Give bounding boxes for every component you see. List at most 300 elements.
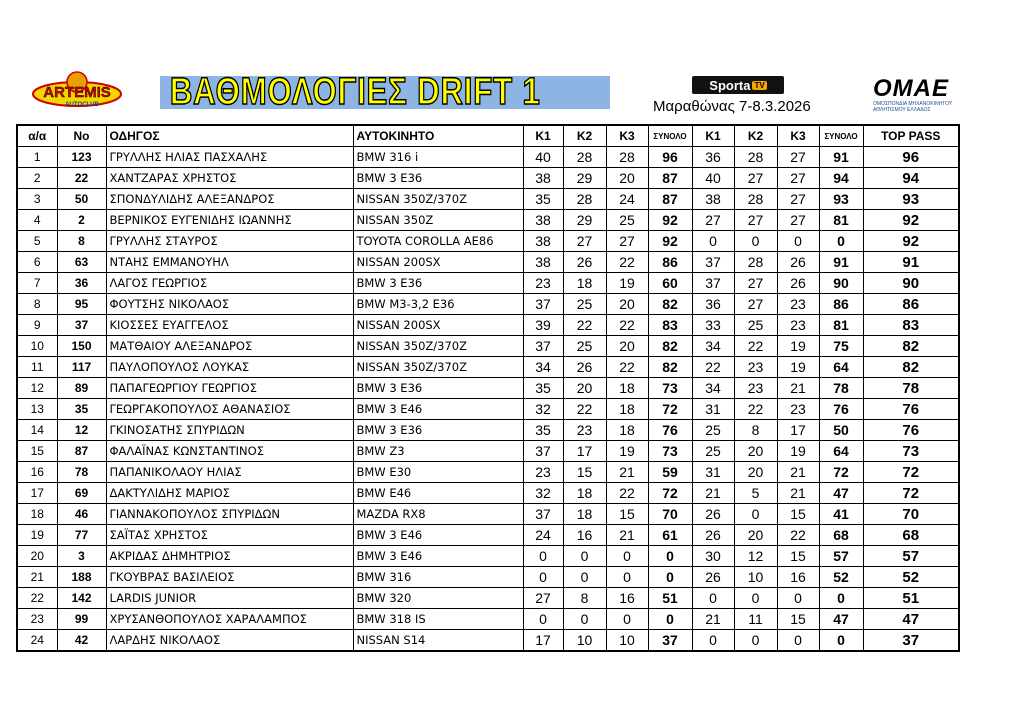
table-row [17, 168, 959, 189]
cell-car: BMW 3 E46 [353, 399, 523, 420]
cell-car: NISSAN 350Z/370Z [353, 336, 523, 357]
cell-total: 87 [648, 189, 692, 210]
cell-k1b: 36 [692, 147, 734, 168]
cell-total2: 50 [819, 420, 863, 441]
cell-no: 188 [57, 567, 106, 588]
table-row [17, 231, 959, 252]
col-header-car: ΑΥΤΟΚΙΝΗΤΟ [353, 125, 523, 147]
table-row [17, 504, 959, 525]
cell-k3: 22 [606, 252, 648, 273]
cell-car: TOYOTA COROLLA AE86 [353, 231, 523, 252]
cell-no: 89 [57, 378, 106, 399]
cell-k1b: 25 [692, 420, 734, 441]
cell-top-pass: 90 [863, 273, 959, 294]
cell-driver: ΛΑΓΟΣ ΓΕΩΡΓΙΟΣ [106, 273, 353, 294]
cell-car: NISSAN 200SX [353, 315, 523, 336]
table-row [17, 336, 959, 357]
cell-k2: 18 [563, 273, 606, 294]
cell-total: 60 [648, 273, 692, 294]
cell-k2b: 0 [734, 504, 777, 525]
cell-top-pass: 70 [863, 504, 959, 525]
cell-k3: 15 [606, 504, 648, 525]
cell-top-pass: 78 [863, 378, 959, 399]
cell-k2: 28 [563, 147, 606, 168]
cell-car: BMW 3 E36 [353, 273, 523, 294]
cell-driver: ΑΚΡΙΔΑΣ ΔΗΜΗΤΡΙΟΣ [106, 546, 353, 567]
cell-k1b: 34 [692, 378, 734, 399]
cell-k1: 27 [523, 588, 563, 609]
cell-pos: 20 [17, 546, 57, 567]
cell-top-pass: 57 [863, 546, 959, 567]
cell-total2: 0 [819, 231, 863, 252]
cell-pos: 15 [17, 441, 57, 462]
cell-k3b: 23 [777, 294, 819, 315]
cell-no: 117 [57, 357, 106, 378]
cell-k2b: 25 [734, 315, 777, 336]
cell-k1b: 37 [692, 252, 734, 273]
cell-k2b: 0 [734, 588, 777, 609]
cell-no: 8 [57, 231, 106, 252]
cell-k3: 18 [606, 420, 648, 441]
cell-k2b: 28 [734, 147, 777, 168]
col-header-k1b: K1 [692, 125, 734, 147]
cell-k2b: 20 [734, 441, 777, 462]
cell-k2: 27 [563, 231, 606, 252]
cell-k3: 10 [606, 630, 648, 652]
cell-k1b: 36 [692, 294, 734, 315]
cell-pos: 3 [17, 189, 57, 210]
col-header-total2: ΣΥΝΟΛΟ [819, 125, 863, 147]
cell-k2b: 5 [734, 483, 777, 504]
cell-k2b: 23 [734, 357, 777, 378]
cell-k2b: 28 [734, 189, 777, 210]
cell-pos: 17 [17, 483, 57, 504]
cell-total2: 81 [819, 210, 863, 231]
cell-total2: 91 [819, 147, 863, 168]
table-row [17, 189, 959, 210]
cell-pos: 12 [17, 378, 57, 399]
cell-k2: 29 [563, 210, 606, 231]
cell-k2b: 0 [734, 231, 777, 252]
cell-k2: 17 [563, 441, 606, 462]
cell-k2b: 27 [734, 168, 777, 189]
cell-k2: 26 [563, 252, 606, 273]
cell-top-pass: 94 [863, 168, 959, 189]
cell-k3b: 0 [777, 588, 819, 609]
table-row [17, 588, 959, 609]
cell-total2: 90 [819, 273, 863, 294]
cell-k3b: 21 [777, 483, 819, 504]
cell-total: 87 [648, 168, 692, 189]
results-table [16, 124, 960, 652]
col-header-k2b: K2 [734, 125, 777, 147]
cell-total: 83 [648, 315, 692, 336]
cell-k3b: 19 [777, 336, 819, 357]
omae-logo-sub1: ΟΜΟΣΠΟΝΔΙΑ ΜΗΧΑΝΟΚΙΝΗΤΟΥ [873, 101, 953, 107]
cell-k3b: 23 [777, 399, 819, 420]
cell-total2: 75 [819, 336, 863, 357]
cell-k2: 0 [563, 546, 606, 567]
cell-k3: 19 [606, 273, 648, 294]
cell-k2: 22 [563, 315, 606, 336]
cell-k2: 20 [563, 378, 606, 399]
cell-total2: 0 [819, 630, 863, 652]
cell-k1b: 26 [692, 567, 734, 588]
cell-k1b: 40 [692, 168, 734, 189]
cell-k3b: 23 [777, 315, 819, 336]
cell-total2: 81 [819, 315, 863, 336]
cell-k1: 39 [523, 315, 563, 336]
cell-driver: ΣΑΪΤΑΣ ΧΡΗΣΤΟΣ [106, 525, 353, 546]
cell-no: 77 [57, 525, 106, 546]
cell-driver: ΣΠΟΝΔΥΛΙΔΗΣ ΑΛΕΞΑΝΔΡΟΣ [106, 189, 353, 210]
cell-k2b: 22 [734, 336, 777, 357]
cell-k2: 18 [563, 483, 606, 504]
cell-top-pass: 93 [863, 189, 959, 210]
cell-pos: 13 [17, 399, 57, 420]
cell-no: 3 [57, 546, 106, 567]
cell-pos: 5 [17, 231, 57, 252]
cell-k2: 29 [563, 168, 606, 189]
cell-top-pass: 73 [863, 441, 959, 462]
cell-k1: 37 [523, 441, 563, 462]
table-row [17, 546, 959, 567]
cell-driver: ΒΕΡΝΙΚΟΣ ΕΥΓΕΝΙΔΗΣ ΙΩΑΝΝΗΣ [106, 210, 353, 231]
sporta-tv-logo [692, 76, 784, 94]
cell-total2: 72 [819, 462, 863, 483]
cell-k2b: 28 [734, 252, 777, 273]
cell-k1b: 38 [692, 189, 734, 210]
cell-total: 73 [648, 441, 692, 462]
cell-no: 37 [57, 315, 106, 336]
cell-total2: 0 [819, 588, 863, 609]
cell-no: 78 [57, 462, 106, 483]
cell-k1: 38 [523, 210, 563, 231]
cell-pos: 23 [17, 609, 57, 630]
sporta-logo-text: Sporta [709, 77, 751, 93]
cell-car: NISSAN 350Z/370Z [353, 189, 523, 210]
cell-top-pass: 72 [863, 483, 959, 504]
cell-total: 72 [648, 399, 692, 420]
table-row [17, 525, 959, 546]
table-row [17, 294, 959, 315]
cell-k2: 16 [563, 525, 606, 546]
table-row [17, 399, 959, 420]
cell-k1: 24 [523, 525, 563, 546]
cell-total: 82 [648, 357, 692, 378]
artemis-logo-text: ARTEMIS [43, 84, 111, 101]
cell-total: 82 [648, 294, 692, 315]
cell-car: BMW 320 [353, 588, 523, 609]
cell-no: 46 [57, 504, 106, 525]
table-row [17, 210, 959, 231]
cell-total2: 52 [819, 567, 863, 588]
cell-no: 99 [57, 609, 106, 630]
cell-k3: 25 [606, 210, 648, 231]
cell-k1: 38 [523, 231, 563, 252]
cell-pos: 10 [17, 336, 57, 357]
cell-k3: 18 [606, 399, 648, 420]
venue-date: Μαραθώνας 7-8.3.2026 [653, 98, 811, 115]
cell-no: 36 [57, 273, 106, 294]
cell-pos: 21 [17, 567, 57, 588]
cell-k2: 23 [563, 420, 606, 441]
cell-k1b: 0 [692, 588, 734, 609]
cell-k3: 22 [606, 483, 648, 504]
cell-no: 63 [57, 252, 106, 273]
cell-k2b: 27 [734, 273, 777, 294]
cell-k2: 8 [563, 588, 606, 609]
cell-no: 95 [57, 294, 106, 315]
cell-k1: 40 [523, 147, 563, 168]
cell-k3b: 26 [777, 252, 819, 273]
cell-k3: 21 [606, 525, 648, 546]
table-row [17, 462, 959, 483]
cell-k1b: 31 [692, 399, 734, 420]
cell-pos: 16 [17, 462, 57, 483]
cell-car: NISSAN 200SX [353, 252, 523, 273]
cell-k2b: 10 [734, 567, 777, 588]
cell-total: 70 [648, 504, 692, 525]
cell-k1: 23 [523, 273, 563, 294]
cell-k3b: 0 [777, 630, 819, 652]
cell-total: 82 [648, 336, 692, 357]
cell-car: BMW 3 E36 [353, 420, 523, 441]
cell-k1b: 26 [692, 504, 734, 525]
cell-driver: ΓΚΙΝΟΣΑΤΗΣ ΣΠΥΡΙΔΩΝ [106, 420, 353, 441]
cell-k1: 37 [523, 294, 563, 315]
cell-k1: 37 [523, 336, 563, 357]
cell-k1b: 0 [692, 630, 734, 652]
cell-pos: 8 [17, 294, 57, 315]
cell-total2: 57 [819, 546, 863, 567]
cell-k1: 37 [523, 504, 563, 525]
cell-driver: ΠΑΥΛΟΠΟΥΛΟΣ ΛΟΥΚΑΣ [106, 357, 353, 378]
cell-no: 2 [57, 210, 106, 231]
cell-pos: 7 [17, 273, 57, 294]
cell-top-pass: 82 [863, 357, 959, 378]
cell-k3: 24 [606, 189, 648, 210]
cell-top-pass: 76 [863, 420, 959, 441]
cell-k1b: 31 [692, 462, 734, 483]
cell-k1: 32 [523, 399, 563, 420]
cell-k3b: 21 [777, 462, 819, 483]
cell-k3: 0 [606, 609, 648, 630]
cell-k1: 17 [523, 630, 563, 652]
cell-total: 37 [648, 630, 692, 652]
table-row [17, 567, 959, 588]
cell-k3b: 26 [777, 273, 819, 294]
col-header-pos: α/α [17, 125, 57, 147]
cell-k3: 16 [606, 588, 648, 609]
cell-k3b: 15 [777, 546, 819, 567]
col-header-k1: K1 [523, 125, 563, 147]
cell-k3: 22 [606, 315, 648, 336]
cell-k1: 35 [523, 420, 563, 441]
cell-k2b: 12 [734, 546, 777, 567]
table-row [17, 357, 959, 378]
cell-pos: 18 [17, 504, 57, 525]
table-row [17, 252, 959, 273]
cell-car: BMW M3-3,2 E36 [353, 294, 523, 315]
cell-top-pass: 72 [863, 462, 959, 483]
cell-k3: 18 [606, 378, 648, 399]
cell-k2: 15 [563, 462, 606, 483]
cell-k2b: 23 [734, 378, 777, 399]
cell-car: BMW 316 [353, 567, 523, 588]
cell-k3b: 17 [777, 420, 819, 441]
cell-k1: 0 [523, 609, 563, 630]
cell-k3b: 27 [777, 210, 819, 231]
cell-car: BMW E30 [353, 462, 523, 483]
cell-driver: ΧΑΝΤΖΑΡΑΣ ΧΡΗΣΤΟΣ [106, 168, 353, 189]
cell-top-pass: 92 [863, 231, 959, 252]
col-header-top-pass: TOP PASS [863, 125, 959, 147]
cell-driver: ΓΚΟΥΒΡΑΣ ΒΑΣΙΛΕΙΟΣ [106, 567, 353, 588]
cell-total: 86 [648, 252, 692, 273]
artemis-logo-sub: AUTOCLUB [65, 102, 99, 108]
cell-k3: 20 [606, 294, 648, 315]
cell-car: BMW 3 E36 [353, 378, 523, 399]
cell-driver: ΓΡΥΛΛΗΣ ΣΤΑΥΡΟΣ [106, 231, 353, 252]
col-header-no: No [57, 125, 106, 147]
cell-k3: 27 [606, 231, 648, 252]
cell-total2: 68 [819, 525, 863, 546]
cell-top-pass: 86 [863, 294, 959, 315]
cell-k2: 22 [563, 399, 606, 420]
cell-k3b: 15 [777, 504, 819, 525]
table-row [17, 147, 959, 168]
cell-car: BMW 318 IS [353, 609, 523, 630]
cell-car: BMW 3 E36 [353, 168, 523, 189]
cell-k2b: 27 [734, 294, 777, 315]
cell-k1b: 33 [692, 315, 734, 336]
cell-driver: ΓΙΑΝΝΑΚΟΠΟΥΛΟΣ ΣΠΥΡΙΔΩΝ [106, 504, 353, 525]
cell-k1b: 0 [692, 231, 734, 252]
cell-k2b: 8 [734, 420, 777, 441]
cell-k1: 38 [523, 168, 563, 189]
cell-total: 73 [648, 378, 692, 399]
table-row [17, 630, 959, 652]
cell-k3: 0 [606, 546, 648, 567]
cell-k2: 26 [563, 357, 606, 378]
cell-total2: 94 [819, 168, 863, 189]
cell-no: 42 [57, 630, 106, 652]
cell-k2: 25 [563, 336, 606, 357]
cell-k2b: 20 [734, 525, 777, 546]
cell-driver: ΝΤΑΗΣ ΕΜΜΑΝΟΥΗΛ [106, 252, 353, 273]
cell-k1b: 27 [692, 210, 734, 231]
cell-no: 50 [57, 189, 106, 210]
cell-k1b: 30 [692, 546, 734, 567]
cell-driver: ΜΑΤΘΑΙΟΥ ΑΛΕΞΑΝΔΡΟΣ [106, 336, 353, 357]
cell-k1b: 21 [692, 609, 734, 630]
cell-car: BMW 3 E46 [353, 525, 523, 546]
cell-k1: 38 [523, 252, 563, 273]
cell-k2: 0 [563, 609, 606, 630]
cell-driver: ΠΑΠΑΓΕΩΡΓΙΟΥ ΓΕΩΡΓΙΟΣ [106, 378, 353, 399]
cell-pos: 22 [17, 588, 57, 609]
cell-k3b: 19 [777, 441, 819, 462]
cell-k3b: 16 [777, 567, 819, 588]
cell-k3: 20 [606, 168, 648, 189]
cell-k1: 0 [523, 546, 563, 567]
cell-k1: 23 [523, 462, 563, 483]
cell-pos: 2 [17, 168, 57, 189]
cell-car: BMW 3 E46 [353, 546, 523, 567]
cell-k2: 0 [563, 567, 606, 588]
table-row [17, 483, 959, 504]
cell-top-pass: 52 [863, 567, 959, 588]
col-header-driver: ΟΔΗΓΟΣ [106, 125, 353, 147]
cell-pos: 9 [17, 315, 57, 336]
cell-pos: 24 [17, 630, 57, 652]
cell-top-pass: 91 [863, 252, 959, 273]
table-row [17, 441, 959, 462]
cell-total2: 78 [819, 378, 863, 399]
cell-driver: ΧΡΥΣΑΝΘΟΠΟΥΛΟΣ ΧΑΡΑΛΑΜΠΟΣ [106, 609, 353, 630]
cell-k2b: 0 [734, 630, 777, 652]
col-header-k3b: K3 [777, 125, 819, 147]
cell-total: 96 [648, 147, 692, 168]
cell-no: 142 [57, 588, 106, 609]
cell-no: 150 [57, 336, 106, 357]
cell-pos: 1 [17, 147, 57, 168]
cell-k1: 35 [523, 189, 563, 210]
cell-top-pass: 92 [863, 210, 959, 231]
cell-car: NISSAN 350Z/370Z [353, 357, 523, 378]
cell-top-pass: 68 [863, 525, 959, 546]
cell-top-pass: 82 [863, 336, 959, 357]
cell-driver: ΦΑΛΑΪΝΑΣ ΚΩΝΣΤΑΝΤΙΝΟΣ [106, 441, 353, 462]
col-header-k2: K2 [563, 125, 606, 147]
cell-driver: ΔΑΚΤΥΛΙΔΗΣ ΜΑΡΙΟΣ [106, 483, 353, 504]
cell-no: 22 [57, 168, 106, 189]
cell-total: 59 [648, 462, 692, 483]
cell-total: 51 [648, 588, 692, 609]
cell-k3b: 22 [777, 525, 819, 546]
cell-k3: 0 [606, 567, 648, 588]
col-header-total: ΣΥΝΟΛΟ [648, 125, 692, 147]
cell-k3b: 27 [777, 168, 819, 189]
cell-total: 92 [648, 210, 692, 231]
cell-pos: 19 [17, 525, 57, 546]
table-row [17, 378, 959, 399]
cell-driver: ΓΡΥΛΛΗΣ ΗΛΙΑΣ ΠΑΣΧΑΛΗΣ [106, 147, 353, 168]
page-title: ΒΑΘΜΟΛΟΓΙΕΣ DRIFT 1 [169, 71, 541, 113]
cell-pos: 11 [17, 357, 57, 378]
cell-k3: 22 [606, 357, 648, 378]
table-row [17, 315, 959, 336]
table-row [17, 609, 959, 630]
cell-total: 0 [648, 567, 692, 588]
cell-no: 12 [57, 420, 106, 441]
cell-driver: ΛΑΡΔΗΣ ΝΙΚΟΛΑΟΣ [106, 630, 353, 652]
cell-car: BMW Z3 [353, 441, 523, 462]
cell-total2: 47 [819, 483, 863, 504]
col-header-k3: K3 [606, 125, 648, 147]
cell-k3: 19 [606, 441, 648, 462]
cell-no: 123 [57, 147, 106, 168]
cell-total2: 86 [819, 294, 863, 315]
cell-top-pass: 83 [863, 315, 959, 336]
cell-k3b: 15 [777, 609, 819, 630]
cell-k1b: 25 [692, 441, 734, 462]
cell-k2: 10 [563, 630, 606, 652]
cell-driver: LARDIS JUNIOR [106, 588, 353, 609]
cell-k2: 28 [563, 189, 606, 210]
cell-total2: 41 [819, 504, 863, 525]
